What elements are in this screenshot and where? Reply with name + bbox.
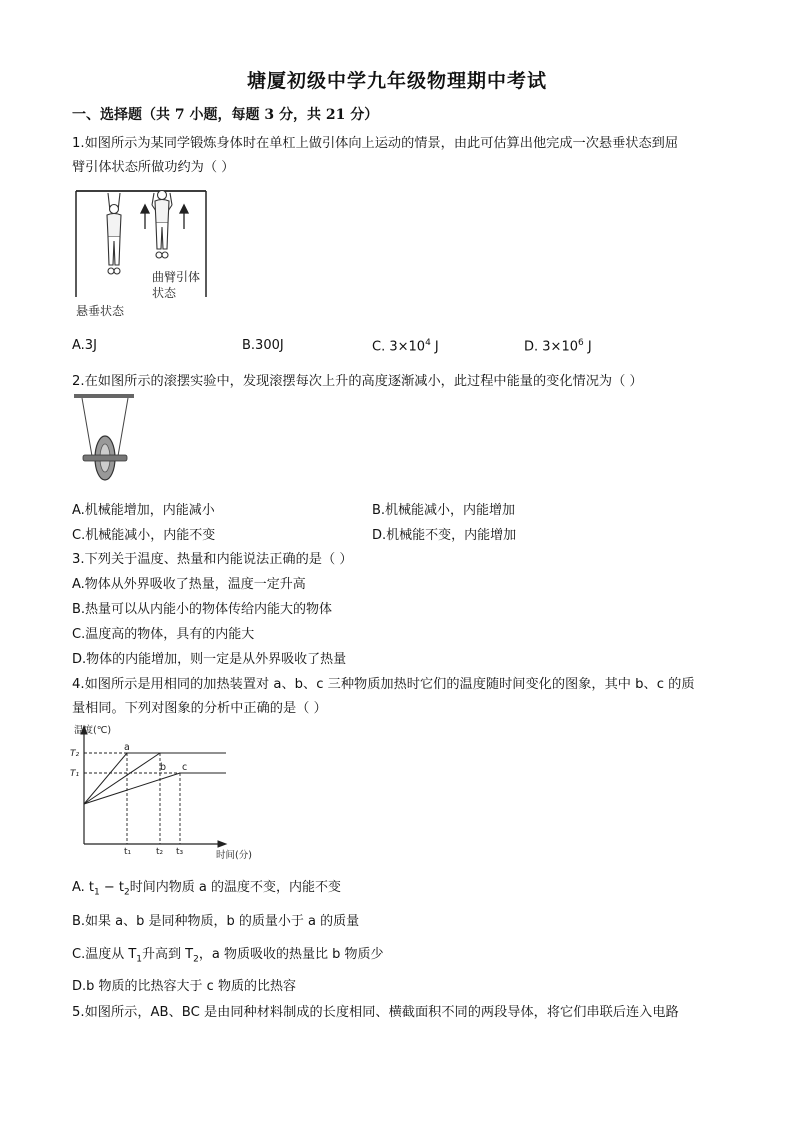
q1-option-a: A.3J xyxy=(72,338,97,353)
graph-curve-a-label: a xyxy=(124,742,130,753)
q2-option-d: D.机械能不变，内能增加 xyxy=(372,528,517,543)
q1-stem-line1: 1.如图所示为某同学锻炼身体时在单杠上做引体向上运动的情景，由此可估算出他完成一次悬垂状态到屈 xyxy=(72,136,679,151)
q2-stem: 2.在如图所示的滚摆实验中，发现滚摆每次上升的高度逐渐减小，此过程中能量的变化情况为（ ） xyxy=(72,374,643,389)
q4-option-c: C.温度从 $T_1$升高到 $T_2$，a 物质吸收的热量比 b 物质少 xyxy=(72,947,384,965)
q1-option-b: B.300J xyxy=(242,338,284,353)
q2-option-a: A.机械能增加，内能减小 xyxy=(72,503,215,518)
q1-option-d: D. $3\times 10^6$ J xyxy=(524,338,592,355)
q4-option-a: A. $t_1 - t_2$时间内物质 a 的温度不变，内能不变 xyxy=(72,880,341,898)
graph-curve-c-label: c xyxy=(182,762,188,773)
q2-option-c: C.机械能减小，内能不变 xyxy=(72,528,216,543)
section-heading: 一、选择题（共 7 小题，每题 3 分，共 21 分） xyxy=(72,107,379,123)
q4-option-b: B.如果 a、b 是同种物质，b 的质量小于 a 的质量 xyxy=(72,914,360,929)
q3-option-b: B.热量可以从内能小的物体传给内能大的物体 xyxy=(72,602,333,617)
page-title: 塘厦初级中学九年级物理期中考试 xyxy=(246,70,547,92)
fig-label-hang: 悬垂状态 xyxy=(76,304,125,318)
fig-label-bent-2: 状态 xyxy=(152,286,177,300)
graph-curve-b-label: b xyxy=(160,762,167,773)
graph-tick-T1: T₁ xyxy=(70,769,80,779)
graph-x-label: 时间(分) xyxy=(216,850,252,861)
q3-option-d: D.物体的内能增加，则一定是从外界吸收了热量 xyxy=(72,652,347,667)
graph-tick-t3: t₃ xyxy=(176,847,184,857)
q1-stem-line2: 臂引体状态所做功约为（ ） xyxy=(72,160,235,175)
q4-stem-line1: 4.如图所示是用相同的加热装置对 a、b、c 三种物质加热时它们的温度随时间变化的图象，其中 b、c 的质 xyxy=(72,677,695,692)
q4-option-d: D.b 物质的比热容大于 c 物质的比热容 xyxy=(72,979,296,994)
graph-y-label: 温度(℃) xyxy=(74,725,112,736)
pull-up-figure xyxy=(72,185,212,325)
fig-label-bent-1: 曲臂引体 xyxy=(152,270,201,284)
graph-tick-t1: t₁ xyxy=(124,847,132,857)
q3-stem: 3.下列关于温度、热量和内能说法正确的是（ ） xyxy=(72,552,353,567)
q4-stem-line2: 量相同。下列对图象的分析中正确的是（ ） xyxy=(72,701,327,716)
graph-tick-T2: T₂ xyxy=(70,749,80,759)
q5-stem: 5.如图所示，AB、BC 是由同种材料制成的长度相同、横截面积不同的两段导体，将它们串联后连入电路 xyxy=(72,1005,679,1020)
q1-option-c: C. $3\times 10^4$ J xyxy=(372,338,439,355)
graph-tick-t2: t₂ xyxy=(156,847,164,857)
q2-option-b: B.机械能减小，内能增加 xyxy=(372,503,516,518)
q3-option-a: A.物体从外界吸收了热量，温度一定升高 xyxy=(72,577,306,592)
q3-option-c: C.温度高的物体，具有的内能大 xyxy=(72,627,255,642)
maxwell-wheel-figure xyxy=(72,392,138,496)
temperature-time-graph xyxy=(70,722,270,862)
